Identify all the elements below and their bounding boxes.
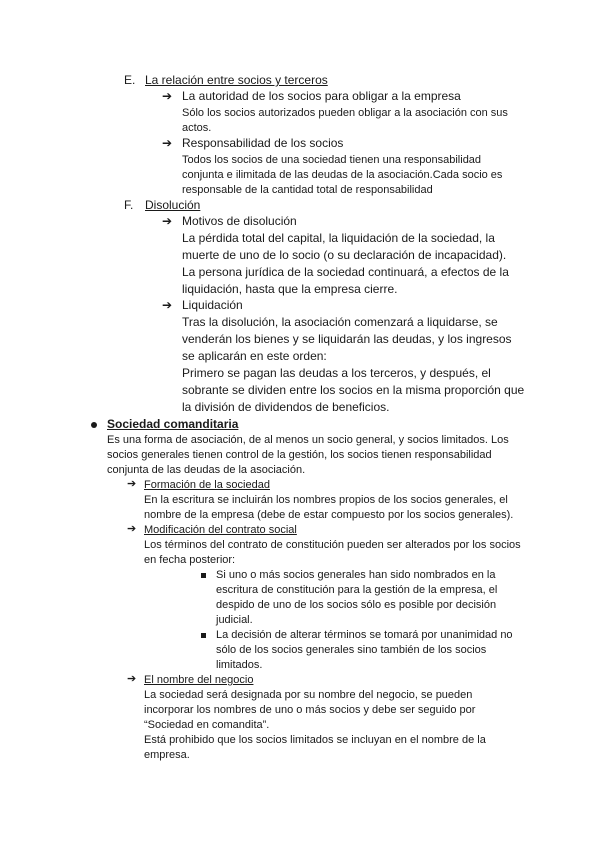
- section-f-marker: F.: [124, 198, 134, 212]
- text-line: La sociedad será designada por su nombre del negocio, se pueden: [144, 689, 473, 701]
- item-text-line: La pérdida total del capital, la liquidación de la sociedad, la: [182, 231, 495, 245]
- item-text-line: muerte de uno de lo socio (o su declaración de incapacidad).: [182, 248, 507, 262]
- arrow-bullet-icon: ➔: [162, 136, 173, 150]
- square-bullet-icon: [201, 573, 206, 578]
- text-line: “Sociedad en comandita”.: [144, 719, 270, 731]
- bullet-text-line: escritura de constitución para la gestión de la empresa, el: [216, 584, 498, 596]
- item-title: Motivos de disolución: [182, 214, 297, 228]
- arrow-bullet-icon: ➔: [127, 673, 137, 685]
- arrow-bullet-icon: ➔: [162, 214, 173, 228]
- bullet-text-line: Si uno o más socios generales han sido nombrados en la: [216, 569, 496, 581]
- item-text-line: responsable de la cantidad total de responsabilidad: [182, 184, 433, 196]
- item-title: Responsabilidad de los socios: [182, 136, 344, 150]
- item-text-line: conjunta e ilimitada de las deudas de la asociación.Cada socio es: [182, 169, 503, 181]
- item-text-line: la división de dividendos de beneficios.: [182, 400, 390, 414]
- arrow-bullet-icon: ➔: [127, 478, 137, 490]
- bullet-text-line: judicial.: [216, 614, 253, 626]
- subheading-nombre: El nombre del negocio: [144, 674, 254, 686]
- bullet-text-line: limitados.: [216, 659, 263, 671]
- text-line: empresa.: [144, 749, 190, 761]
- item-title: Liquidación: [182, 298, 243, 312]
- item-text-line: Primero se pagan las deudas a los terceros, y después, el: [182, 366, 491, 380]
- intro-line: conjunta de las deudas de la asociación.: [107, 464, 306, 476]
- item-title: La autoridad de los socios para obligar a la empresa: [182, 89, 461, 103]
- section-e-title: La relación entre socios y terceros: [145, 73, 328, 87]
- text-line: En la escritura se incluirán los nombres propios de los socios generales, el: [144, 494, 508, 506]
- subheading-modificacion: Modificación del contrato social: [144, 524, 297, 536]
- section-e-marker: E.: [124, 73, 136, 87]
- text-line: incorporar los nombres de uno o más socios y debe ser seguido por: [144, 704, 476, 716]
- item-text-line: La persona jurídica de la sociedad continuará, a efectos de la: [182, 265, 509, 279]
- intro-line: Es una forma de asociación, de al menos un socio general, y socios limitados. Los: [107, 434, 509, 446]
- item-text-line: Sólo los socios autorizados pueden obligar a la asociación con sus: [182, 107, 508, 119]
- arrow-bullet-icon: ➔: [162, 89, 173, 103]
- item-text-line: liquidación, hasta que la empresa cierre.: [182, 282, 398, 296]
- heading-sociedad-comanditaria: Sociedad comanditaria: [107, 417, 239, 431]
- item-text-line: sobrante se dividen entre los socios en la misma proporción que: [182, 383, 525, 397]
- bullet-text-line: despido de uno de los socios sólo es posible por decisión: [216, 599, 497, 611]
- item-text-line: se aplicarán en este orden:: [182, 349, 327, 363]
- item-text-line: Todos los socios de una sociedad tienen una responsabilidad: [182, 154, 482, 166]
- bullet-text-line: La decisión de alterar términos se tomará por unanimidad no: [216, 629, 513, 641]
- arrow-bullet-icon: ➔: [127, 523, 137, 535]
- item-text-line: venderán los bienes y se liquidarán las deudas, y los ingresos: [182, 332, 512, 346]
- section-f-title: Disolución: [145, 198, 201, 212]
- text-line: Está prohibido que los socios limitados se incluyan en el nombre de la: [144, 734, 486, 746]
- intro-line: socios generales tienen control de la gestión, los socios tienen responsabilidad: [107, 449, 492, 461]
- text-line: Los términos del contrato de constitución pueden ser alterados por los socios: [144, 539, 521, 551]
- bullet-text-line: sólo de los socios generales sino también de los socios: [216, 644, 487, 656]
- square-bullet-icon: [201, 633, 206, 638]
- bullet-dot-icon: [91, 422, 97, 428]
- text-line: en fecha posterior:: [144, 554, 236, 566]
- item-text-line: actos.: [182, 122, 212, 134]
- item-text-line: Tras la disolución, la asociación comenzará a liquidarse, se: [182, 315, 498, 329]
- subheading-formacion: Formación de la sociedad: [144, 479, 270, 491]
- text-line: nombre de la empresa (debe de estar compuesto por los socios generales).: [144, 509, 514, 521]
- arrow-bullet-icon: ➔: [162, 298, 173, 312]
